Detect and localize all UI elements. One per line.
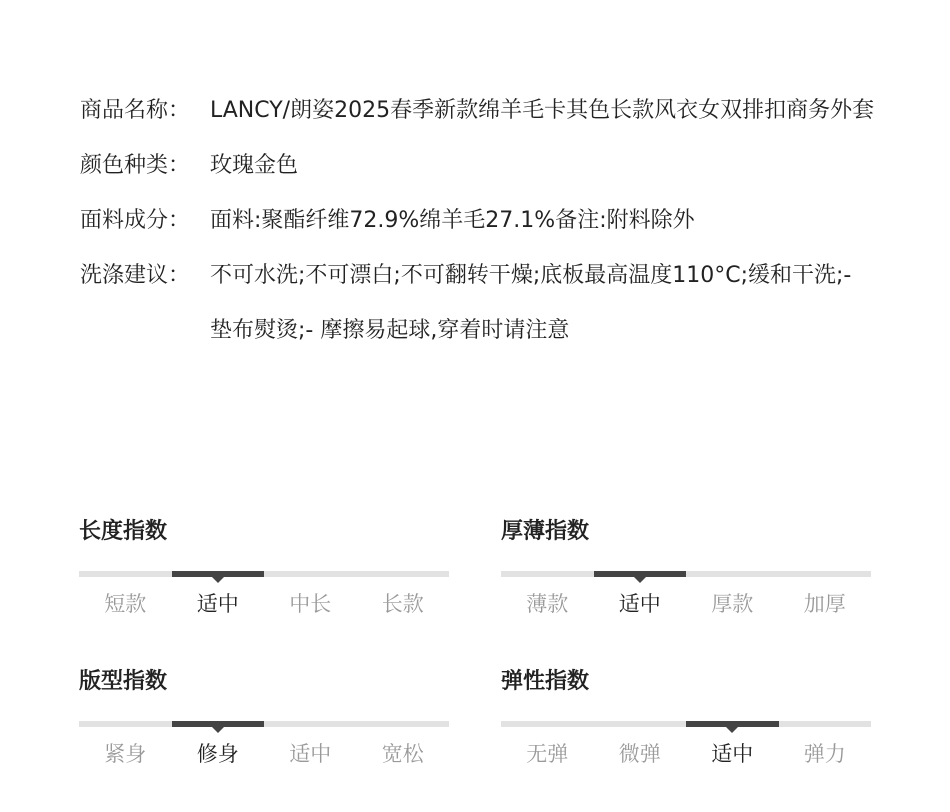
thickness-index [501, 512, 871, 662]
size-indices [79, 512, 871, 812]
elasticity-index [501, 662, 871, 812]
scale-segment [501, 721, 594, 727]
index-title: 版型指数 [79, 669, 168, 694]
detail-label: 面料成分： [80, 208, 191, 233]
index-options [79, 589, 449, 619]
index-option: 宽松 [381, 742, 424, 766]
scale-segment [779, 721, 872, 727]
index-option: 适中 [196, 592, 239, 616]
scale-segment [79, 571, 172, 577]
length-index [79, 512, 449, 662]
scale-segment [357, 721, 450, 727]
index-options [501, 739, 871, 769]
scale-segment [594, 571, 687, 577]
detail-label: 商品名称： [80, 98, 191, 123]
index-option: 修身 [196, 742, 239, 766]
scale-segment [264, 571, 357, 577]
index-scale [79, 721, 449, 727]
index-option: 微弹 [618, 742, 661, 766]
fit-index [79, 662, 449, 812]
index-option: 中长 [289, 592, 332, 616]
scale-segment [172, 571, 265, 577]
index-option: 适中 [289, 742, 332, 766]
detail-label: 洗涤建议： [80, 263, 191, 288]
scale-segment [501, 571, 594, 577]
detail-row-fabric [80, 193, 880, 248]
index-scale [501, 721, 871, 727]
index-title: 厚薄指数 [501, 519, 590, 544]
index-option: 加厚 [803, 592, 846, 616]
index-option: 短款 [104, 592, 147, 616]
fabric-value: 面料:聚酯纤维72.9%绵羊毛27.1%备注:附料除外 [210, 208, 695, 233]
index-option: 适中 [618, 592, 661, 616]
scale-segment [172, 721, 265, 727]
index-title: 弹性指数 [501, 669, 590, 694]
index-options [79, 739, 449, 769]
scale-segment [779, 571, 872, 577]
product-details [80, 83, 880, 358]
scale-segment [79, 721, 172, 727]
index-title: 长度指数 [79, 519, 168, 544]
detail-row-color [80, 138, 880, 193]
index-option: 长款 [381, 592, 424, 616]
index-option: 紧身 [104, 742, 147, 766]
color-value: 玫瑰金色 [210, 153, 299, 178]
scale-segment [357, 571, 450, 577]
index-option: 弹力 [803, 742, 846, 766]
detail-row-name [80, 83, 880, 138]
care-value: 不可水洗;不可漂白;不可翻转干燥;底板最高温度110°C;缓和干洗;- 垫布熨烫;- 摩擦易起球,穿着时请注意 [210, 263, 852, 343]
index-option: 无弹 [526, 742, 569, 766]
index-scale [501, 571, 871, 577]
index-option: 适中 [711, 742, 754, 766]
scale-segment [594, 721, 687, 727]
index-scale [79, 571, 449, 577]
scale-segment [686, 721, 779, 727]
index-options [501, 589, 871, 619]
scale-segment [686, 571, 779, 577]
index-option: 厚款 [711, 592, 754, 616]
index-option: 薄款 [526, 592, 569, 616]
scale-segment [264, 721, 357, 727]
detail-row-care [80, 248, 880, 358]
product-name: LANCY/朗姿2025春季新款绵羊毛卡其色长款风衣女双排扣商务外套 [210, 98, 875, 123]
detail-label: 颜色种类： [80, 153, 191, 178]
